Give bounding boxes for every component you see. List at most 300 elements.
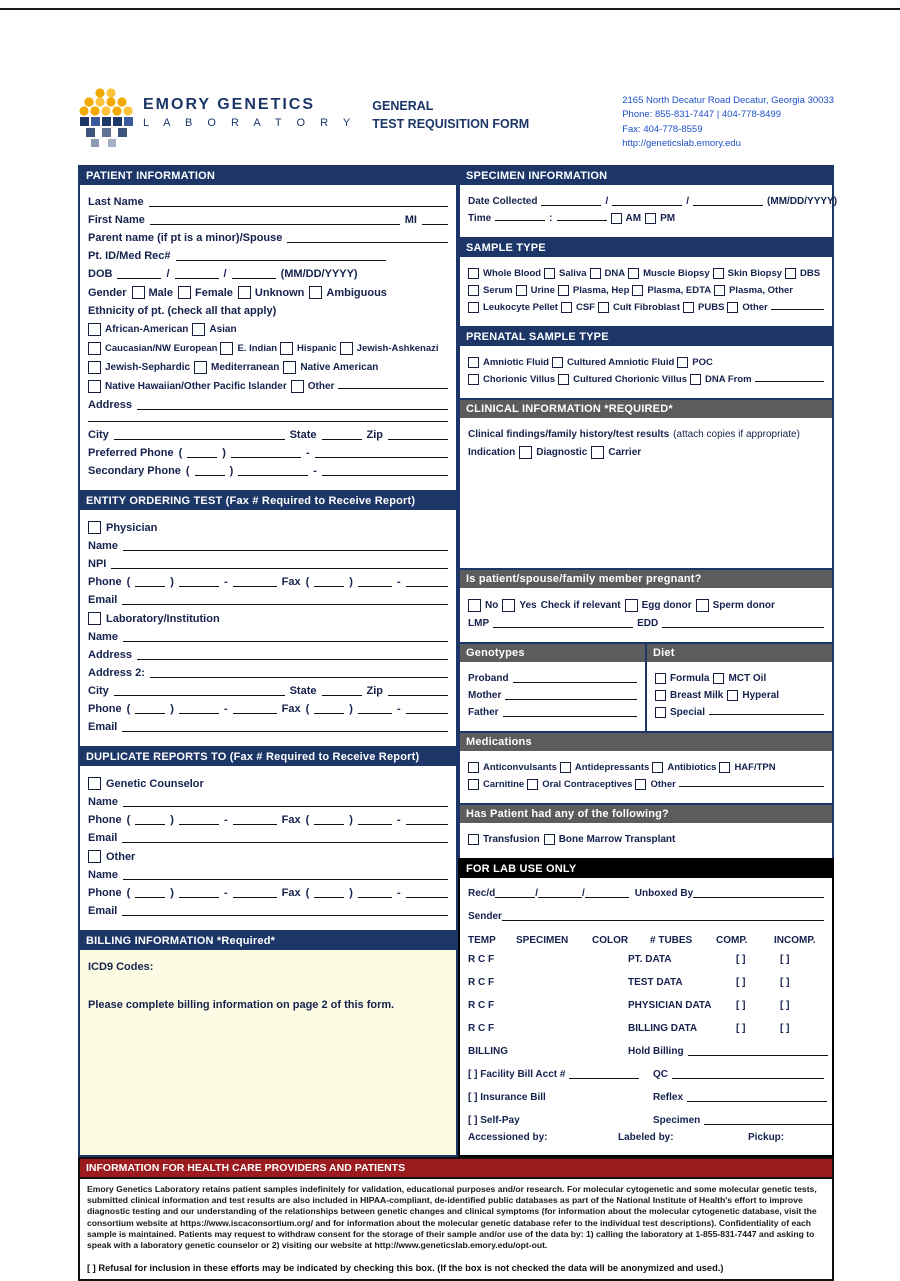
father-field[interactable] bbox=[503, 712, 637, 717]
laboratory-checkbox[interactable] bbox=[88, 612, 101, 625]
fax-prefix-field[interactable] bbox=[358, 582, 392, 587]
phone-dash: - bbox=[223, 703, 228, 715]
sample-other-option bbox=[727, 302, 767, 313]
preferred-phone-label: Preferred Phone bbox=[88, 447, 174, 459]
fax-area-field[interactable] bbox=[314, 582, 344, 587]
phone-line-field[interactable] bbox=[233, 582, 277, 587]
test-data-comp-brackets[interactable]: [ ] bbox=[736, 977, 746, 988]
fax-line-field[interactable] bbox=[406, 820, 448, 825]
unboxed-by-label: Unboxed By bbox=[634, 888, 694, 899]
fax-area-field[interactable] bbox=[314, 820, 344, 825]
dna-from-option bbox=[690, 374, 752, 385]
paren-close: ) bbox=[349, 814, 353, 826]
sender-field[interactable] bbox=[502, 916, 824, 921]
mct-oil-checkbox[interactable] bbox=[713, 673, 724, 684]
refusal-checkbox-brackets[interactable]: [ ] bbox=[87, 1263, 96, 1274]
carrier-checkbox[interactable] bbox=[591, 446, 604, 459]
paren-open: ( bbox=[126, 814, 131, 826]
fax-line-field[interactable] bbox=[406, 709, 448, 714]
native-american-label: Native American bbox=[300, 362, 379, 373]
name-label: Name bbox=[88, 796, 118, 808]
sperm-donor-label: Sperm donor bbox=[712, 600, 775, 611]
pt-data-comp-brackets[interactable]: [ ] bbox=[736, 954, 746, 965]
entity-zip-field[interactable] bbox=[388, 691, 448, 696]
breast-milk-option bbox=[655, 690, 723, 701]
formula-checkbox[interactable] bbox=[655, 673, 666, 684]
paren-open: ( bbox=[126, 887, 131, 899]
egg-donor-checkbox[interactable] bbox=[625, 599, 638, 612]
mediterranean-checkbox[interactable] bbox=[194, 361, 207, 374]
other-name-field[interactable] bbox=[123, 875, 448, 880]
paren-open: ( bbox=[305, 703, 310, 715]
lmp-field[interactable] bbox=[493, 623, 633, 628]
plasma-hep-checkbox[interactable] bbox=[558, 285, 569, 296]
pm-checkbox[interactable] bbox=[645, 213, 656, 224]
specimen-write-label: Specimen bbox=[653, 1115, 701, 1126]
specimen-write-field[interactable] bbox=[704, 1120, 834, 1125]
muscle-biopsy-checkbox[interactable] bbox=[628, 268, 639, 279]
time-label: Time bbox=[468, 213, 492, 224]
paren-open: ( bbox=[185, 465, 190, 477]
npi-field[interactable] bbox=[111, 564, 448, 569]
facility-bill-label[interactable]: [ ] Facility Bill Acct # bbox=[468, 1069, 566, 1080]
unboxed-by-field[interactable] bbox=[693, 893, 824, 898]
paren-close: ) bbox=[229, 465, 234, 477]
specimen-column-header: SPECIMEN bbox=[516, 935, 569, 946]
preferred-phone-row bbox=[88, 447, 448, 459]
section-clinical-information bbox=[458, 398, 834, 570]
am-option bbox=[611, 213, 642, 224]
date-slash1: / bbox=[605, 196, 609, 207]
native-hawaiian-checkbox[interactable] bbox=[88, 380, 101, 393]
other-email-row bbox=[88, 905, 448, 917]
mi-field[interactable] bbox=[422, 220, 448, 225]
clinical-writein-area[interactable] bbox=[468, 465, 824, 561]
preferred-phone-line-field[interactable] bbox=[315, 453, 448, 458]
address-field-line2[interactable] bbox=[88, 417, 448, 422]
amniotic-fluid-checkbox[interactable] bbox=[468, 357, 479, 368]
pregnant-no-label: No bbox=[485, 600, 499, 611]
am-checkbox[interactable] bbox=[611, 213, 622, 224]
time-hour-field[interactable] bbox=[495, 216, 545, 221]
contact-fax: Fax: 404-778-8559 bbox=[622, 123, 703, 135]
lab-email-field[interactable] bbox=[122, 727, 448, 732]
hyperal-checkbox[interactable] bbox=[727, 690, 738, 701]
fax-line-field[interactable] bbox=[406, 582, 448, 587]
paren-open: ( bbox=[178, 447, 183, 459]
phone-area-field[interactable] bbox=[135, 820, 165, 825]
date-day-field[interactable] bbox=[612, 201, 682, 206]
ethnicity-caucasian bbox=[88, 342, 217, 355]
recd-month-field[interactable] bbox=[495, 893, 535, 898]
pt-id-field[interactable] bbox=[176, 256, 386, 261]
medications-other-checkbox[interactable] bbox=[635, 779, 646, 790]
refusal-row bbox=[87, 1263, 825, 1273]
native-american-checkbox[interactable] bbox=[283, 361, 296, 374]
secondary-phone-area-field[interactable] bbox=[195, 471, 225, 476]
dna-from-label: DNA From bbox=[704, 374, 752, 385]
skin-biopsy-checkbox[interactable] bbox=[713, 268, 724, 279]
antidepressants-checkbox[interactable] bbox=[560, 762, 571, 773]
haf-tpn-option bbox=[719, 762, 775, 773]
fax-dash: - bbox=[396, 576, 401, 588]
phone-area-field[interactable] bbox=[135, 709, 165, 714]
antibiotics-checkbox[interactable] bbox=[652, 762, 663, 773]
edd-field[interactable] bbox=[662, 623, 824, 628]
entity-physician-name-row bbox=[88, 540, 448, 552]
sperm-donor-option bbox=[696, 599, 775, 612]
diet-row-1 bbox=[655, 673, 824, 684]
leukocyte-pellet-checkbox[interactable] bbox=[468, 302, 479, 313]
icd9-row bbox=[88, 961, 448, 973]
sample-other-checkbox[interactable] bbox=[727, 302, 738, 313]
other-email-field[interactable] bbox=[122, 911, 448, 916]
asian-label: Asian bbox=[209, 324, 237, 335]
pregnant-no-checkbox[interactable] bbox=[468, 599, 481, 612]
medications-row-1 bbox=[468, 762, 824, 773]
chorionic-villus-checkbox[interactable] bbox=[468, 374, 479, 385]
billing-label: BILLING bbox=[468, 1046, 508, 1057]
date-year-field[interactable] bbox=[693, 201, 763, 206]
phone-label: Phone bbox=[88, 887, 122, 899]
sample-other-field[interactable] bbox=[771, 305, 824, 310]
pregnant-no-option bbox=[468, 599, 498, 612]
gender-row bbox=[88, 286, 448, 299]
ethnicity-heading-row bbox=[88, 305, 448, 317]
urine-label: Urine bbox=[530, 285, 555, 296]
date-slash2: / bbox=[686, 196, 690, 207]
provider-information-header: INFORMATION FOR HEALTH CARE PROVIDERS AND PATIENTS bbox=[80, 1159, 832, 1179]
cultured-amniotic-option bbox=[552, 357, 674, 368]
ambiguous-checkbox[interactable] bbox=[309, 286, 322, 299]
ethnicity-other-checkbox[interactable] bbox=[291, 380, 304, 393]
ethnicity-row-3 bbox=[88, 361, 448, 374]
entity-address-row bbox=[88, 649, 448, 661]
pt-data-incomp-brackets[interactable]: [ ] bbox=[780, 954, 790, 965]
female-checkbox[interactable] bbox=[178, 286, 191, 299]
ethnicity-hispanic bbox=[280, 342, 337, 355]
medications-header: Medications bbox=[460, 733, 832, 751]
pickup-label: Pickup: bbox=[748, 1132, 785, 1143]
address-row bbox=[88, 399, 448, 411]
bone-marrow-label: Bone Marrow Transplant bbox=[558, 834, 676, 845]
serum-checkbox[interactable] bbox=[468, 285, 479, 296]
special-checkbox[interactable] bbox=[655, 707, 666, 718]
mother-field[interactable] bbox=[505, 695, 637, 700]
pregnant-header: Is patient/spouse/family member pregnant? bbox=[460, 570, 832, 588]
name-label: Name bbox=[88, 540, 118, 552]
billing-note-row bbox=[88, 999, 448, 1011]
entity-address-field[interactable] bbox=[137, 655, 448, 660]
pregnant-yes-checkbox[interactable] bbox=[502, 599, 515, 612]
self-pay-label[interactable]: [ ] Self-Pay bbox=[468, 1115, 520, 1126]
contact-address: 2165 North Decatur Road Decatur, Georgia 30033 bbox=[622, 95, 834, 106]
clinical-information-header: CLINICAL INFORMATION *REQUIRED* bbox=[460, 400, 832, 418]
plasma-edta-checkbox[interactable] bbox=[632, 285, 643, 296]
state-field[interactable] bbox=[322, 435, 362, 440]
billing-data-incomp-brackets[interactable]: [ ] bbox=[780, 1023, 790, 1034]
father-row bbox=[468, 707, 637, 718]
paren-close: ) bbox=[349, 703, 353, 715]
contact-phone: Phone: 855-831-7447 | 404-778-8499 bbox=[622, 109, 782, 121]
counselor-name-field[interactable] bbox=[123, 802, 448, 807]
counselor-name-row bbox=[88, 796, 448, 808]
lab-use-header: FOR LAB USE ONLY bbox=[460, 860, 832, 878]
other-checkbox[interactable] bbox=[88, 850, 101, 863]
clinical-findings-note: (attach copies if appropriate) bbox=[673, 429, 800, 440]
mct-oil-label: MCT Oil bbox=[728, 673, 767, 684]
date-month-field[interactable] bbox=[541, 201, 601, 206]
insurance-bill-label[interactable]: [ ] Insurance Bill bbox=[468, 1092, 546, 1103]
jewish-sephardic-label: Jewish-Sephardic bbox=[105, 362, 191, 373]
city-state-zip-row bbox=[88, 429, 448, 441]
plasma-edta-option bbox=[632, 285, 711, 296]
urine-checkbox[interactable] bbox=[516, 285, 527, 296]
whole-blood-checkbox[interactable] bbox=[468, 268, 479, 279]
rcf-label: R C F bbox=[468, 1023, 495, 1034]
dob-day-field[interactable] bbox=[175, 274, 219, 279]
test-data-row bbox=[468, 977, 824, 988]
diagnostic-checkbox[interactable] bbox=[519, 446, 532, 459]
fax-label: Fax bbox=[281, 703, 301, 715]
clinical-information-body bbox=[460, 418, 832, 568]
pm-label: PM bbox=[660, 213, 676, 224]
physician-email-field[interactable] bbox=[122, 600, 448, 605]
recd-day-field[interactable] bbox=[538, 893, 582, 898]
billing-data-label: BILLING DATA bbox=[628, 1023, 698, 1034]
jewish-sephardic-checkbox[interactable] bbox=[88, 361, 101, 374]
parent-name-label: Parent name (if pt is a minor)/Spouse bbox=[88, 232, 283, 244]
medications-body bbox=[460, 751, 832, 803]
fax-area-field[interactable] bbox=[314, 893, 344, 898]
first-name-field[interactable] bbox=[150, 220, 400, 225]
phone-dash: - bbox=[305, 447, 310, 459]
antibiotics-label: Antibiotics bbox=[667, 762, 717, 773]
clinical-findings-label: Clinical findings/family history/test results bbox=[468, 429, 670, 440]
physician-name-field[interactable] bbox=[123, 546, 448, 551]
cultured-amniotic-checkbox[interactable] bbox=[552, 357, 563, 368]
fax-line-field[interactable] bbox=[406, 893, 448, 898]
fax-prefix-field[interactable] bbox=[358, 893, 392, 898]
genotypes-diet-split bbox=[460, 644, 832, 731]
physician-data-row bbox=[468, 1000, 824, 1011]
genetic-counselor-checkbox[interactable] bbox=[88, 777, 101, 790]
reflex-field[interactable] bbox=[687, 1097, 827, 1102]
medications-other-field[interactable] bbox=[679, 782, 824, 787]
physician-data-comp-brackets[interactable]: [ ] bbox=[736, 1000, 746, 1011]
facility-acct-field[interactable] bbox=[569, 1074, 639, 1079]
section-lab-use bbox=[458, 858, 834, 1157]
brand-subtitle: L A B O R A T O R Y bbox=[143, 117, 357, 129]
phone-label: Phone bbox=[88, 703, 122, 715]
urine-option bbox=[516, 285, 555, 296]
caucasian-checkbox[interactable] bbox=[88, 342, 101, 355]
african-american-label: African-American bbox=[105, 324, 189, 335]
phone-prefix-field[interactable] bbox=[179, 582, 219, 587]
laboratory-label: Laboratory/Institution bbox=[106, 612, 220, 625]
phone-label: Phone bbox=[88, 814, 122, 826]
plasma-other-checkbox[interactable] bbox=[714, 285, 725, 296]
hold-billing-field[interactable] bbox=[688, 1051, 828, 1056]
phone-prefix-field[interactable] bbox=[179, 893, 219, 898]
gender-option-unknown bbox=[238, 286, 305, 299]
zip-label: Zip bbox=[366, 685, 383, 697]
entity-state-field[interactable] bbox=[322, 691, 362, 696]
am-label: AM bbox=[625, 213, 642, 224]
pt-id-row bbox=[88, 250, 448, 262]
poc-option bbox=[677, 357, 713, 368]
muscle-biopsy-label: Muscle Biopsy bbox=[643, 268, 710, 279]
carnitine-label: Carnitine bbox=[483, 779, 525, 790]
gender-option-male bbox=[132, 286, 173, 299]
pregnant-yes-label: Yes bbox=[519, 600, 537, 611]
ethnicity-other-field[interactable] bbox=[338, 384, 448, 389]
secondary-phone-prefix-field[interactable] bbox=[238, 471, 308, 476]
e-indian-label: E. Indian bbox=[237, 343, 278, 354]
last-name-label: Last Name bbox=[88, 196, 144, 208]
african-american-checkbox[interactable] bbox=[88, 323, 101, 336]
cult-fibroblast-checkbox[interactable] bbox=[598, 302, 609, 313]
bone-marrow-option bbox=[544, 834, 676, 845]
whole-blood-label: Whole Blood bbox=[483, 268, 542, 279]
counselor-email-field[interactable] bbox=[122, 838, 448, 843]
unknown-checkbox[interactable] bbox=[238, 286, 251, 299]
male-checkbox[interactable] bbox=[132, 286, 145, 299]
form-title-line2: TEST REQUISITION FORM bbox=[372, 116, 530, 131]
email-label: Email bbox=[88, 594, 118, 606]
anticonvulsants-label: Anticonvulsants bbox=[483, 762, 557, 773]
entity-address2-field[interactable] bbox=[150, 673, 448, 678]
time-minute-field[interactable] bbox=[557, 216, 607, 221]
oral-contraceptives-checkbox[interactable] bbox=[527, 779, 538, 790]
saliva-checkbox[interactable] bbox=[544, 268, 555, 279]
address-field[interactable] bbox=[137, 405, 448, 410]
laboratory-option-row bbox=[88, 612, 448, 625]
fax-prefix-field[interactable] bbox=[358, 820, 392, 825]
preferred-phone-area-field[interactable] bbox=[187, 453, 217, 458]
lab-name-field[interactable] bbox=[123, 637, 448, 642]
genotypes-header: Genotypes bbox=[460, 644, 645, 662]
parent-name-field[interactable] bbox=[287, 238, 448, 243]
bone-marrow-checkbox[interactable] bbox=[544, 834, 555, 845]
page-top-rule bbox=[0, 8, 900, 10]
phone-line-field[interactable] bbox=[233, 893, 277, 898]
phone-area-field[interactable] bbox=[135, 582, 165, 587]
physician-checkbox[interactable] bbox=[88, 521, 101, 534]
pt-data-row bbox=[468, 954, 824, 965]
fax-prefix-field[interactable] bbox=[358, 709, 392, 714]
carnitine-checkbox[interactable] bbox=[468, 779, 479, 790]
facility-qc-row bbox=[468, 1069, 824, 1080]
last-name-field[interactable] bbox=[149, 202, 448, 207]
accessioned-row bbox=[468, 1132, 824, 1143]
contact-website: http://geneticslab.emory.edu bbox=[622, 137, 741, 149]
qc-field[interactable] bbox=[672, 1074, 824, 1079]
dna-from-field[interactable] bbox=[755, 377, 824, 382]
phone-area-field[interactable] bbox=[135, 893, 165, 898]
provider-information-body bbox=[80, 1179, 832, 1279]
other-name-row bbox=[88, 869, 448, 881]
physician-data-incomp-brackets[interactable]: [ ] bbox=[780, 1000, 790, 1011]
phone-line-field[interactable] bbox=[233, 820, 277, 825]
antidepressants-option bbox=[560, 762, 649, 773]
recd-slash2: / bbox=[582, 888, 585, 899]
entity-address2-row bbox=[88, 667, 448, 679]
physician-option-row bbox=[88, 521, 448, 534]
cultured-chorionic-checkbox[interactable] bbox=[558, 374, 569, 385]
section-provider-information bbox=[78, 1157, 834, 1281]
ethnicity-jewish-ashkenazi bbox=[340, 342, 439, 355]
secondary-phone-line-field[interactable] bbox=[322, 471, 448, 476]
transfusion-checkbox[interactable] bbox=[468, 834, 479, 845]
recd-year-field[interactable] bbox=[585, 893, 629, 898]
fax-label: Fax bbox=[281, 814, 301, 826]
e-indian-checkbox[interactable] bbox=[220, 342, 233, 355]
hispanic-checkbox[interactable] bbox=[280, 342, 293, 355]
poc-checkbox[interactable] bbox=[677, 357, 688, 368]
dna-checkbox[interactable] bbox=[590, 268, 601, 279]
fax-dash: - bbox=[396, 814, 401, 826]
test-data-incomp-brackets[interactable]: [ ] bbox=[780, 977, 790, 988]
breast-milk-checkbox[interactable] bbox=[655, 690, 666, 701]
anticonvulsants-checkbox[interactable] bbox=[468, 762, 479, 773]
other-option-row bbox=[88, 850, 448, 863]
right-column bbox=[458, 165, 838, 1157]
billing-data-comp-brackets[interactable]: [ ] bbox=[736, 1023, 746, 1034]
fax-label: Fax bbox=[281, 887, 301, 899]
history-row bbox=[468, 834, 824, 845]
whole-blood-option bbox=[468, 268, 541, 279]
asian-checkbox[interactable] bbox=[192, 323, 205, 336]
carrier-label: Carrier bbox=[608, 447, 642, 458]
pregnant-options-row bbox=[468, 599, 824, 612]
proband-field[interactable] bbox=[513, 678, 637, 683]
sample-type-row-1 bbox=[468, 268, 824, 279]
zip-field[interactable] bbox=[388, 435, 448, 440]
male-label: Male bbox=[148, 286, 173, 299]
csf-checkbox[interactable] bbox=[561, 302, 572, 313]
selfpay-specimen-row bbox=[468, 1115, 824, 1126]
diagnostic-label: Diagnostic bbox=[536, 447, 588, 458]
jewish-ashkenazi-checkbox[interactable] bbox=[340, 342, 353, 355]
secondary-phone-row bbox=[88, 465, 448, 477]
dbs-checkbox[interactable] bbox=[785, 268, 796, 279]
paren-close: ) bbox=[170, 814, 174, 826]
dob-year-field[interactable] bbox=[232, 274, 276, 279]
preferred-phone-prefix-field[interactable] bbox=[231, 453, 301, 458]
phone-prefix-field[interactable] bbox=[179, 709, 219, 714]
sperm-donor-checkbox[interactable] bbox=[696, 599, 709, 612]
diet-row-2 bbox=[655, 690, 824, 701]
mother-label: Mother bbox=[468, 690, 502, 701]
dna-from-checkbox[interactable] bbox=[690, 374, 701, 385]
haf-tpn-checkbox[interactable] bbox=[719, 762, 730, 773]
pubs-checkbox[interactable] bbox=[683, 302, 694, 313]
state-label: State bbox=[289, 685, 317, 697]
pt-id-label: Pt. ID/Med Rec# bbox=[88, 250, 171, 262]
special-field[interactable] bbox=[709, 710, 824, 715]
entity-city-field[interactable] bbox=[114, 691, 285, 696]
qc-group bbox=[653, 1069, 824, 1080]
phone-line-field[interactable] bbox=[233, 709, 277, 714]
dob-month-field[interactable] bbox=[117, 274, 161, 279]
fax-area-field[interactable] bbox=[314, 709, 344, 714]
phone-prefix-field[interactable] bbox=[179, 820, 219, 825]
dna-option bbox=[590, 268, 626, 279]
phone-label: Phone bbox=[88, 576, 122, 588]
city-field[interactable] bbox=[114, 435, 285, 440]
form-header bbox=[78, 86, 834, 151]
